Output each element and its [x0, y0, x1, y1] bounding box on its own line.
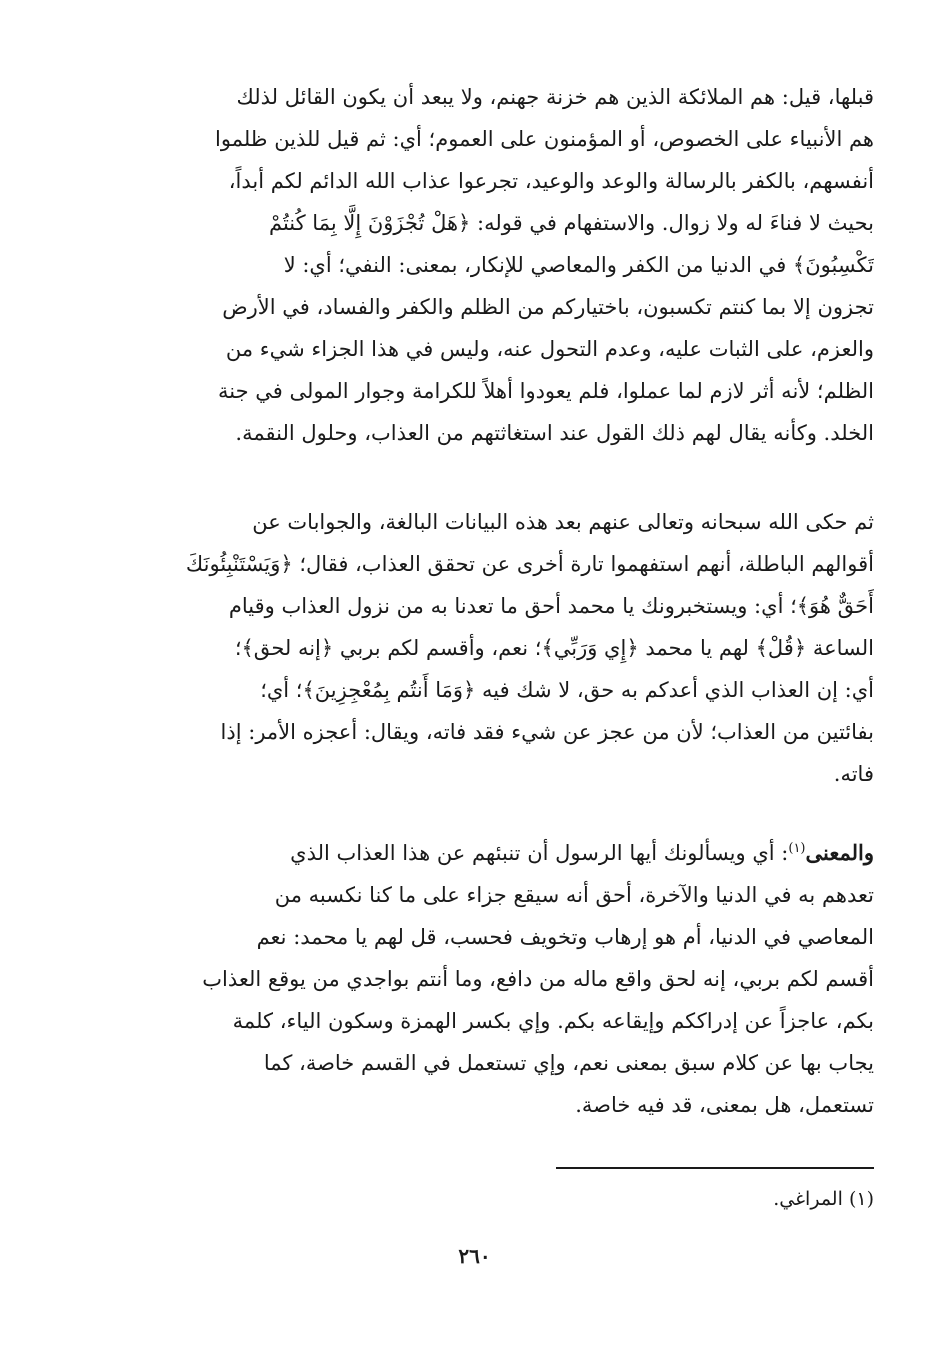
text-line: بكم، عاجزاً عن إدراككم وإيقاعه بكم. وإي بكسر الهمزة وسكون الياء، كلمة [232, 1009, 874, 1033]
footnote [773, 1184, 874, 1214]
footnote-marker: (١) [848, 1188, 874, 1210]
text-line: يجاب بها عن كلام سبق بمعنى نعم، وإي تستعمل في القسم خاصة، كما [263, 1051, 874, 1075]
text-line: الساعة ﴿قُلْ﴾ لهم يا محمد ﴿إِي وَرَبِّي﴾؛ نعم، وأقسم لكم بربي ﴿إنه لحق﴾؛ [234, 636, 874, 660]
lead-word: والمعنى [805, 840, 874, 865]
text-line-rest: : أي ويسألونك أيها الرسول أن تنبئهم عن هذا العذاب الذي [290, 841, 789, 865]
text-line: تعدهم به في الدنيا والآخرة، أحق أنه سيقع جزاء على ما كنا نكسبه من [274, 883, 874, 907]
footnote-reference[interactable]: (١) [788, 841, 806, 856]
paragraph-2 [102, 501, 874, 795]
text-line: أنفسهم، بالكفر بالرسالة والوعد والوعيد، تجرعوا عذاب الله الدائم لكم أبداً، [228, 169, 874, 193]
page-number: ٢٦٠ [458, 1244, 491, 1268]
text-line: أَحَقٌّ هُوَ﴾؛ أي: ويستخبرونك يا محمد أحق ما تعدنا به من نزول العذاب وقيام [228, 594, 874, 618]
text-line: الخلد. وكأنه يقال لهم ذلك القول عند استغاثتهم من العذاب، وحلول النقمة. [235, 421, 874, 445]
text-line: أقسم لكم بربي، إنه لحق واقع ماله من دافع، وما أنتم بواجدي من يوقع العذاب [202, 967, 874, 991]
text-line: المعاصي في الدنيا، أم هو إرهاب وتخويف فحسب، قل لهم يا محمد: نعم [256, 925, 874, 949]
paragraph-1 [102, 76, 874, 454]
paragraph-3 [102, 832, 874, 1126]
text-line: أي: إن العذاب الذي أعدكم به حق، لا شك فيه ﴿وَمَا أَنتُم بِمُعْجِزِينَ﴾؛ أي؛ [260, 678, 874, 702]
text-line: تجزون إلا بما كنتم تكسبون، باختياركم من الظلم والكفر والفساد، في الأرض [222, 295, 874, 319]
text-line: بحيث لا فناءَ له ولا زوال. والاستفهام في قوله: ﴿هَلْ تُجْزَوْنَ إِلَّا بِمَا كُنتُمْ [268, 211, 874, 235]
footnote-text: المراغي. [773, 1188, 843, 1210]
text-line: قبلها، قيل: هم الملائكة الذين هم خزنة جهنم، ولا يبعد أن يكون القائل لذلك [236, 85, 874, 109]
text-line: الظلم؛ لأنه أثر لازم لما عملوا، فلم يعودوا أهلاً للكرامة وجوار المولى في جنة [218, 379, 874, 403]
text-line [102, 832, 874, 874]
text-line: فاته. [833, 762, 874, 786]
text-line: هم الأنبياء على الخصوص، أو المؤمنون على العموم؛ أي: ثم قيل للذين ظلموا [215, 127, 874, 151]
text-line: تَكْسِبُونَ﴾ في الدنيا من الكفر والمعاصي للإنكار، بمعنى: النفي؛ أي: لا [283, 253, 874, 277]
text-line: أقوالهم الباطلة، أنهم استفهموا تارة أخرى عن تحقق العذاب، فقال؛ ﴿وَيَسْتَنْبِئُونَكَ [185, 552, 874, 576]
footnote-divider [556, 1167, 874, 1169]
text-line: بفائتين من العذاب؛ لأن من عجز عن شيء فقد فاته، ويقال: أعجزه الأمر: إذا [220, 720, 874, 744]
text-line: والعزم، على الثبات عليه، وعدم التحول عنه، وليس في هذا الجزاء شيء من [225, 337, 874, 361]
text-line: ثم حكى الله سبحانه وتعالى عنهم بعد هذه البيانات البالغة، والجوابات عن [252, 510, 874, 534]
text-line: تستعمل، هل بمعنى، قد فيه خاصة. [575, 1093, 874, 1117]
